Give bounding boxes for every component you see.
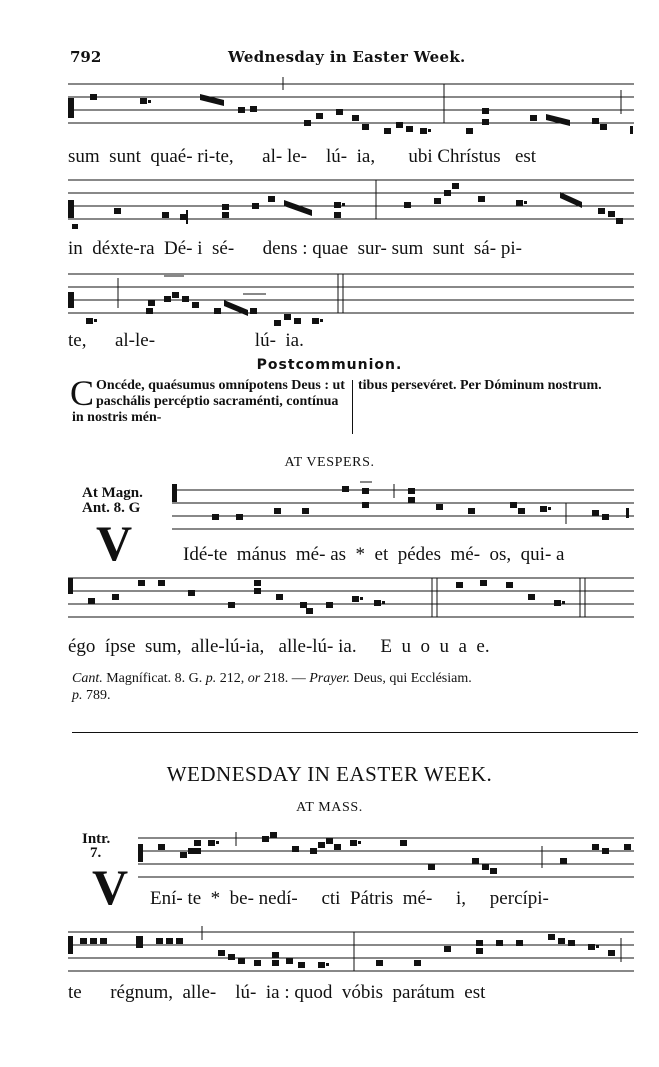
staff-4-svg [172, 490, 634, 546]
rubric-prayer-text: Deus, qui Ecclésiam. [350, 671, 472, 686]
rubric-pages-2: 218. — [260, 671, 310, 686]
vespers-title: AT VESPERS. [284, 455, 375, 470]
lyrics-line-3: te, al-le- lú- ia. [68, 330, 304, 351]
antiphon-label-1: At Magn. [82, 485, 143, 501]
prayer-right-text: tibus persevéret. Per Dóminum nostrum. [358, 378, 602, 393]
rubric-or: or [247, 671, 261, 686]
chant-staff-2 [68, 180, 634, 224]
introit-lyrics-line-1: Ení- te * be- nedí- cti Pátris mé- i, percípi- [150, 888, 549, 909]
introit-label-1: Intr. [82, 831, 111, 847]
prayer-right-column [358, 378, 640, 394]
introit-lyrics-line-2: te régnum, alle- lú- ia : quod vóbis parátum est [68, 982, 486, 1003]
page-number: 792 [70, 48, 102, 66]
chant-staff-7 [68, 932, 634, 976]
staff-7-svg [68, 932, 634, 988]
chant-staff-5 [68, 578, 634, 622]
chant-staff-4 [172, 490, 634, 534]
antiphon-label-2: Ant. 8. G [82, 500, 141, 516]
staff-3-svg [68, 274, 634, 330]
vespers-initial: V [96, 515, 133, 571]
chant-staff-6 [138, 838, 634, 882]
prayer-initial: C [70, 373, 95, 413]
staff-6-svg [138, 838, 634, 894]
introit-initial: V [92, 859, 129, 915]
introit-label-2: 7. [90, 845, 102, 861]
rubric-cant-text: Magníficat. 8. G. [102, 671, 206, 686]
rubric-page-abbrev: p. [205, 671, 217, 686]
vespers-rubric [72, 670, 642, 704]
chant-staff-1 [68, 84, 634, 128]
rubric-page-abbrev-2: p. [72, 688, 83, 703]
mass-title: AT MASS. [296, 800, 363, 815]
page-header [70, 48, 633, 70]
vespers-lyrics-line-1: Idé-te mánus mé- as * et pédes mé- os, qui- a [183, 544, 565, 565]
rubric-cant-label: Cant. [72, 671, 103, 686]
staff-5-svg [68, 578, 634, 634]
postcommunion-title: Postcommunion. [256, 357, 403, 373]
wednesday-title: WEDNESDAY IN EASTER WEEK. [166, 762, 493, 786]
rubric-pages: 212, [216, 671, 248, 686]
section-rule [72, 732, 638, 733]
lyrics-line-2: in déxte-ra Dé- i sé- dens : quae sur- sum sunt sá- pi- [68, 238, 522, 259]
rubric-page-3: 789. [82, 688, 111, 703]
lyrics-line-1: sum sunt quaé- ri-te, al- le- lú- ia, ubi Chrístus est [68, 146, 537, 167]
running-head: Wednesday in Easter Week. [228, 48, 466, 66]
vespers-lyrics-line-2: égo ípse sum, alle-lú-ia, alle-lú- ia. E u o u a e. [68, 636, 490, 657]
column-divider [352, 380, 353, 434]
chant-staff-3 [68, 274, 634, 318]
rubric-prayer-label: Prayer. [309, 671, 351, 686]
postcommunion-prayer [70, 373, 638, 434]
prayer-left-text: Oncéde, quaésumus omnípotens Deus : ut paschális percéptio sacraménti, contínua in nostris mén- [72, 378, 345, 425]
staff-2-svg [68, 180, 634, 236]
prayer-left-column [70, 373, 348, 426]
staff-1-svg [68, 84, 634, 140]
